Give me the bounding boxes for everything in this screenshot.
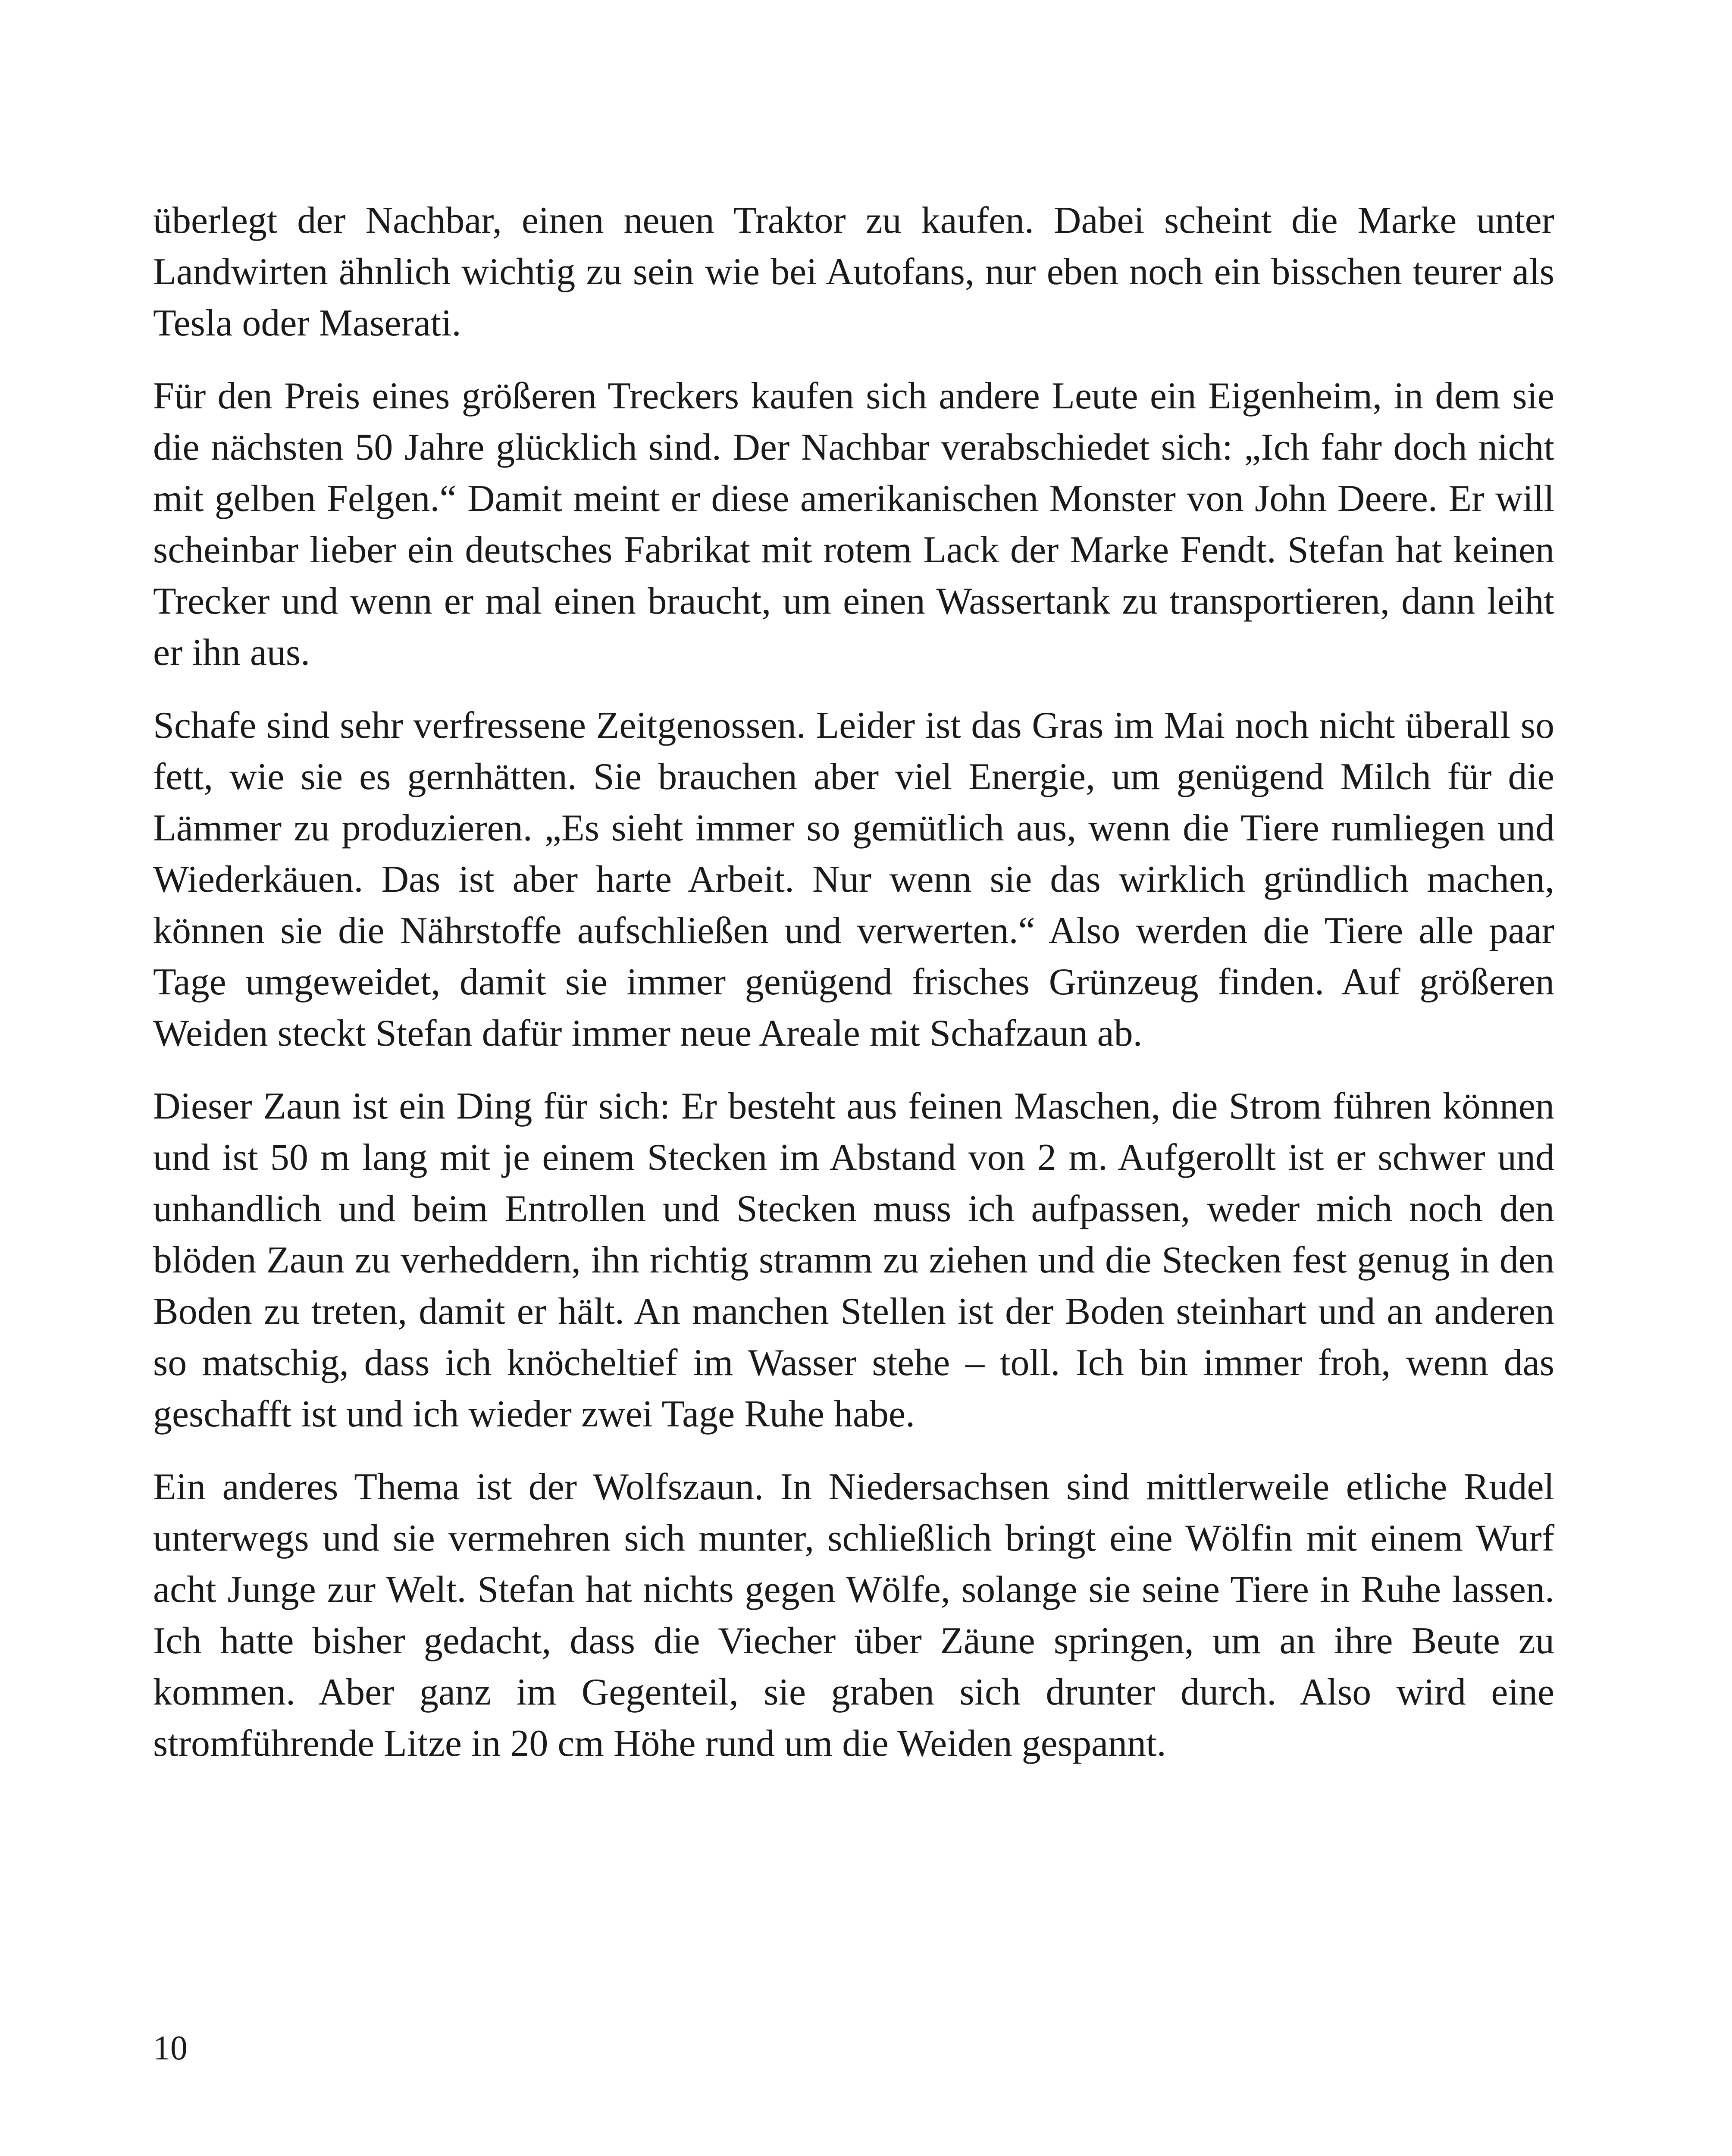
paragraph-1: überlegt der Nachbar, einen neuen Traktor zu kaufen. Dabei scheint die Marke unter Landwirten ähnlich wichtig zu sein wie bei Autofans, nur eben noch ein bisschen teurer als Tesla oder Maserati. (153, 200, 1554, 344)
paragraph-2: Für den Preis eines größeren Treckers kaufen sich andere Leute ein Eigenheim, in dem sie die nächsten 50 Jahre glücklich sind. Der Nachbar verabschiedet sich: „Ich fahr doch nicht mit gelben Felgen.“ Damit meint er diese amerikanischen Monster von John Deere. Er will scheinbar lieber ein deutsches Fabrikat mit rotem Lack der Marke Fendt. Stefan hat keinen Trecker und wenn er mal einen braucht, um einen Wassertank zu transportieren, dann leiht er ihn aus. (153, 375, 1554, 674)
body-text (153, 195, 1554, 1791)
paragraph-3: Schafe sind sehr verfressene Zeitgenossen. Leider ist das Gras im Mai noch nicht überall so fett, wie sie es gernhätten. Sie brauchen aber viel Energie, um genügend Milch für die Lämmer zu produzieren. „Es sieht immer so gemütlich aus, wenn die Tiere rumliegen und Wiederkäuen. Das ist aber harte Arbeit. Nur wenn sie das wirklich gründlich machen, können sie die Nährstoffe aufschließen und verwerten.“ Also werden die Tiere alle paar Tage umgeweidet, damit sie immer genügend frisches Grünzeug finden. Auf größeren Weiden steckt Stefan dafür immer neue Areale mit Schafzaun ab. (153, 705, 1554, 1054)
paragraph-5: Ein anderes Thema ist der Wolfszaun. In Niedersachsen sind mittlerweile etliche Rudel unterwegs und sie vermehren sich munter, schließlich bringt eine Wölfin mit einem Wurf acht Junge zur Welt. Stefan hat nichts gegen Wölfe, solange sie seine Tiere in Ruhe lassen. Ich hatte bisher gedacht, dass die Viecher über Zäune springen, um an ihre Beute zu kommen. Aber ganz im Gegenteil, sie graben sich drunter durch. Also wird eine stromführende Litze in 20 cm Höhe rund um die Weiden gespannt. (153, 1466, 1554, 1764)
paragraph-4: Dieser Zaun ist ein Ding für sich: Er besteht aus feinen Maschen, die Strom führen können und ist 50 m lang mit je einem Stecken im Abstand von 2 m. Aufgerollt ist er schwer und unhandlich und beim Entrollen und Stecken muss ich aufpassen, weder mich noch den blöden Zaun zu verheddern, ihn richtig stramm zu ziehen und die Stecken fest genug in den Boden zu treten, damit er hält. An manchen Stellen ist der Boden steinhart und an anderen so matschig, dass ich knöcheltief im Wasser stehe – toll. Ich bin immer froh, wenn das geschafft ist und ich wieder zwei Tage Ruhe habe. (153, 1085, 1554, 1435)
page-number: 10 (153, 2029, 188, 2067)
